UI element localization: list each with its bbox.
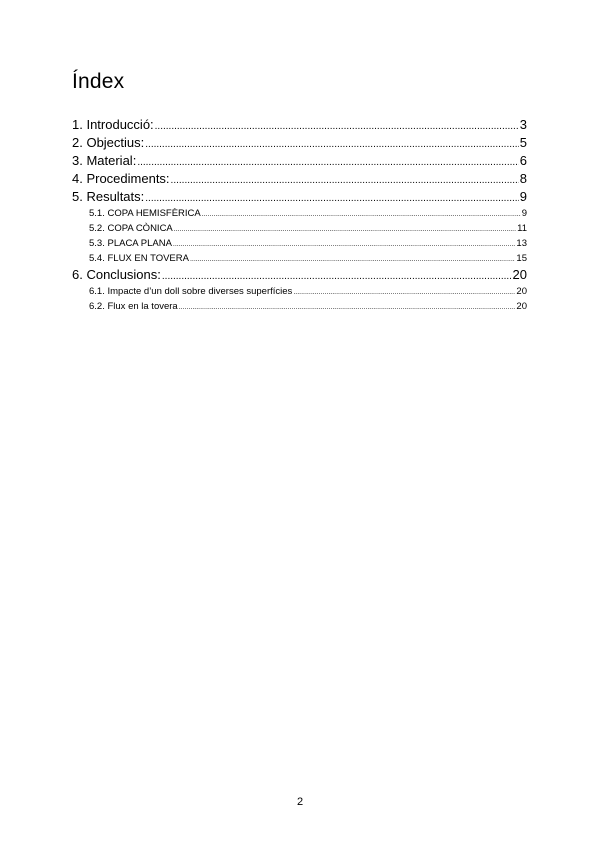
toc-dot-leader <box>173 236 516 251</box>
toc-dot-leader <box>202 206 521 221</box>
toc-entry-copa-conica[interactable] <box>72 221 527 236</box>
toc-page-number: 20 <box>516 301 527 312</box>
toc-page-number: 20 <box>512 267 527 282</box>
toc-entry-label: 4. Procediments: <box>72 171 170 186</box>
toc-dot-leader <box>137 152 518 170</box>
toc-dot-leader <box>174 221 516 236</box>
page-number: 2 <box>296 796 304 808</box>
toc-dot-leader <box>171 170 519 188</box>
toc-dot-leader <box>155 116 519 134</box>
toc-entry-label: 5.1. COPA HEMISFÈRICA <box>89 208 201 219</box>
toc-entry-conclusions[interactable] <box>72 266 527 284</box>
toc-page-number: 20 <box>516 286 527 297</box>
toc-page-number: 6 <box>519 153 527 168</box>
toc-dot-leader <box>145 188 519 206</box>
toc-entry-placa-plana[interactable] <box>72 236 527 251</box>
toc-dot-leader <box>162 266 512 284</box>
toc-entry-procediments[interactable] <box>72 170 527 188</box>
toc-entry-label: 1. Introducció: <box>72 117 154 132</box>
toc-entry-label: 6.2. Flux en la tovera <box>89 301 178 312</box>
toc-entry-flux-en-tovera[interactable] <box>72 251 527 266</box>
toc-dot-leader <box>179 299 516 314</box>
toc-page-number: 15 <box>516 253 527 264</box>
toc-page-number: 11 <box>517 223 527 234</box>
toc-entry-copa-hemisferica[interactable] <box>72 206 527 221</box>
toc-dot-leader <box>145 134 519 152</box>
toc-page-number: 9 <box>521 208 527 219</box>
toc-entry-label: 6. Conclusions: <box>72 267 161 282</box>
toc-entry-material[interactable] <box>72 152 527 170</box>
toc-page-number: 9 <box>519 189 527 204</box>
toc-entry-label: 2. Objectius: <box>72 135 145 150</box>
toc-page-number: 3 <box>519 117 527 132</box>
toc-entry-label: 5.2. COPA CÒNICA <box>89 223 173 234</box>
toc-entry-label: 3. Material: <box>72 153 137 168</box>
toc-page-number: 8 <box>519 171 527 186</box>
toc-entry-label: 5.4. FLUX EN TOVERA <box>89 253 189 264</box>
toc-entry-label: 5. Resultats: <box>72 189 145 204</box>
table-of-contents <box>72 116 527 314</box>
page-title: Índex <box>72 70 125 93</box>
toc-page-number: 5 <box>519 135 527 150</box>
toc-entry-label: 6.1. Impacte d’un doll sobre diverses superfícies <box>89 286 293 297</box>
toc-entry-flux-tovera[interactable] <box>72 299 527 314</box>
toc-entry-introduccio[interactable] <box>72 116 527 134</box>
toc-entry-objectius[interactable] <box>72 134 527 152</box>
toc-entry-impacte-doll[interactable] <box>72 284 527 299</box>
toc-dot-leader <box>190 251 515 266</box>
toc-entry-label: 5.3. PLACA PLANA <box>89 238 172 249</box>
toc-entry-resultats[interactable] <box>72 188 527 206</box>
toc-dot-leader <box>293 284 515 299</box>
toc-page-number: 13 <box>516 238 527 249</box>
